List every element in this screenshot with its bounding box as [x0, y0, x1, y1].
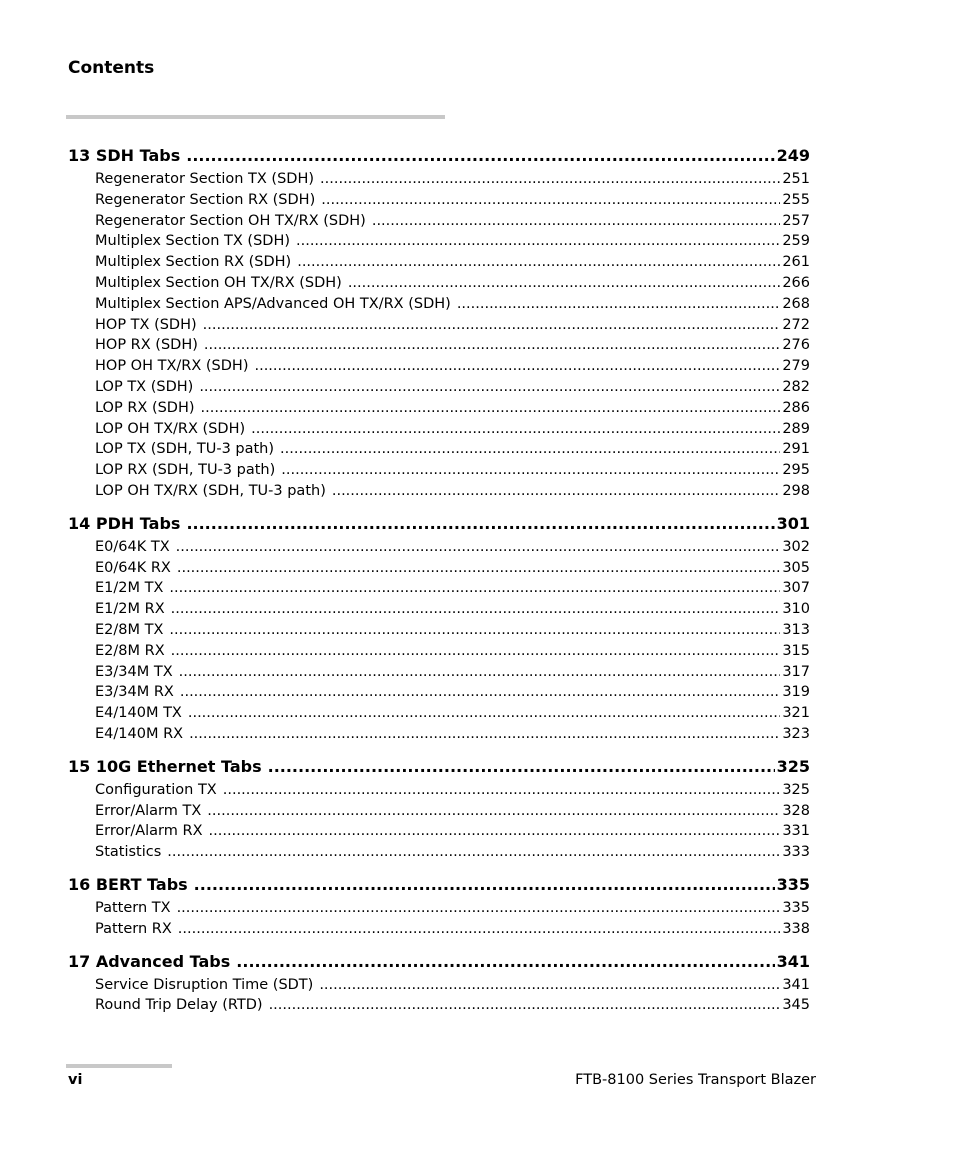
toc-entry[interactable]: [68, 622, 810, 643]
toc-entry[interactable]: [68, 358, 810, 379]
toc-entry-page: 251: [782, 171, 810, 187]
dot-leader: [171, 601, 781, 617]
toc-entry[interactable]: [68, 997, 810, 1018]
toc-entry-label: Multiplex Section OH TX/RX (SDH): [95, 274, 342, 291]
toc-entry-label: Round Trip Delay (RTD): [95, 997, 263, 1014]
dot-leader: [223, 782, 781, 798]
toc-entry[interactable]: [68, 921, 810, 942]
toc-entry[interactable]: [68, 580, 810, 601]
toc-chapter-heading[interactable]: [68, 875, 810, 900]
toc-entry-label: LOP TX (SDH, TU-3 path): [95, 441, 275, 458]
toc-entry-label: Service Disruption Time (SDT): [95, 976, 314, 993]
toc-entry-page: 313: [782, 621, 810, 638]
toc-entry-page: 272: [782, 316, 810, 333]
toc-entry-label: Pattern TX: [95, 899, 171, 916]
toc-entry-page: 331: [782, 823, 810, 840]
toc-entry[interactable]: [68, 171, 810, 192]
dot-leader: [189, 726, 780, 742]
toc-entry-label: E2/8M TX: [95, 621, 164, 638]
header-divider: [66, 115, 445, 119]
footer-divider: [66, 1064, 172, 1068]
toc-entry[interactable]: [68, 539, 810, 560]
toc-entry[interactable]: [68, 379, 810, 400]
toc-entry[interactable]: [68, 705, 810, 726]
dot-leader: [167, 844, 780, 860]
toc-entry-label: E4/140M RX: [95, 725, 184, 742]
toc-entry[interactable]: [68, 803, 810, 824]
toc-entry[interactable]: [68, 560, 810, 581]
toc-entry-page: 335: [782, 899, 810, 916]
page-title: Contents: [68, 58, 155, 78]
toc-chapter: [68, 514, 810, 747]
toc-entry-page: 321: [782, 705, 810, 722]
toc-entry-page: 333: [782, 844, 810, 861]
toc-chapter-heading[interactable]: [68, 514, 810, 539]
dot-leader: [269, 997, 781, 1013]
dot-leader: [194, 875, 775, 894]
dot-leader: [201, 400, 781, 416]
dot-leader: [177, 560, 780, 576]
toc-entry-page: 328: [782, 802, 810, 819]
toc-entry-page: 315: [782, 642, 810, 659]
toc-entry[interactable]: [68, 844, 810, 865]
dot-leader: [209, 823, 781, 839]
toc-entry[interactable]: [68, 317, 810, 338]
dot-leader: [204, 337, 780, 353]
toc-entry[interactable]: [68, 213, 810, 234]
toc-chapter-page: 335: [776, 874, 810, 894]
toc-entry-page: 295: [782, 462, 810, 479]
toc-entry-label: LOP OH TX/RX (SDH): [95, 420, 246, 437]
toc-entry[interactable]: [68, 601, 810, 622]
toc-entry-page: 261: [782, 254, 810, 271]
toc-entry[interactable]: [68, 233, 810, 254]
dot-leader: [179, 664, 781, 680]
toc-entry[interactable]: [68, 296, 810, 317]
toc-entry[interactable]: [68, 643, 810, 664]
dot-leader: [176, 539, 781, 555]
toc-entry-label: E1/2M TX: [95, 580, 164, 597]
toc-entry-page: 323: [782, 725, 810, 742]
toc-entry[interactable]: [68, 823, 810, 844]
toc-entry[interactable]: [68, 726, 810, 747]
toc-entry[interactable]: [68, 421, 810, 442]
dot-leader: [280, 441, 780, 457]
toc-entry-page: 289: [782, 420, 810, 437]
dot-leader: [332, 483, 780, 499]
toc-chapter-title: 14 PDH Tabs: [68, 513, 181, 533]
toc-entry-label: HOP RX (SDH): [95, 337, 198, 354]
toc-chapter-title: 15 10G Ethernet Tabs: [68, 756, 262, 776]
toc-chapter: [68, 757, 810, 865]
dot-leader: [169, 622, 780, 638]
toc-entry-label: E2/8M RX: [95, 642, 165, 659]
toc-entry-label: E3/34M TX: [95, 663, 173, 680]
toc-entry[interactable]: [68, 900, 810, 921]
toc-entry-page: 286: [782, 399, 810, 416]
toc-entry-label: Error/Alarm TX: [95, 802, 202, 819]
toc-entry-page: 266: [782, 274, 810, 291]
dot-leader: [186, 514, 774, 533]
toc-entry-label: Regenerator Section RX (SDH): [95, 191, 316, 208]
toc-entry[interactable]: [68, 462, 810, 483]
dot-leader: [321, 192, 780, 208]
toc-entry-label: LOP RX (SDH): [95, 399, 195, 416]
toc-entry-page: 255: [782, 191, 810, 208]
toc-chapter-title: 13 SDH Tabs: [68, 146, 181, 165]
toc-chapter-heading[interactable]: [68, 757, 810, 782]
toc-chapter-page: 249: [776, 146, 810, 165]
table-of-contents: [68, 146, 810, 1028]
toc-entry[interactable]: [68, 977, 810, 998]
dot-leader: [457, 296, 781, 312]
toc-entry-label: E0/64K TX: [95, 538, 170, 555]
toc-entry-label: Error/Alarm RX: [95, 823, 203, 840]
toc-entry-label: Configuration TX: [95, 781, 217, 798]
toc-chapter: [68, 146, 810, 504]
toc-entry[interactable]: [68, 192, 810, 213]
toc-chapter-title: 17 Advanced Tabs: [68, 951, 231, 971]
toc-entry-label: HOP TX (SDH): [95, 316, 197, 333]
dot-leader: [251, 421, 780, 437]
toc-entry-page: 268: [782, 295, 810, 312]
toc-entry-page: 276: [782, 337, 810, 354]
dot-leader: [372, 213, 780, 229]
toc-entry-page: 338: [782, 920, 810, 937]
toc-entry[interactable]: [68, 254, 810, 275]
toc-entry-label: LOP TX (SDH): [95, 378, 194, 395]
toc-entry-page: 298: [782, 482, 810, 499]
toc-entry-page: 279: [782, 358, 810, 375]
dot-leader: [188, 705, 780, 721]
toc-entry-page: 307: [782, 580, 810, 597]
toc-entry-page: 317: [782, 663, 810, 680]
toc-chapter: [68, 875, 810, 942]
toc-entry-label: Regenerator Section TX (SDH): [95, 171, 315, 187]
footer-document-title: FTB-8100 Series Transport Blazer: [575, 1072, 816, 1088]
dot-leader: [297, 254, 780, 270]
dot-leader: [180, 684, 780, 700]
toc-entry-page: 257: [782, 212, 810, 229]
toc-entry[interactable]: [68, 275, 810, 296]
dot-leader: [178, 921, 781, 937]
footer-page-number: vi: [68, 1072, 83, 1088]
dot-leader: [203, 317, 781, 333]
toc-entry-page: 259: [782, 233, 810, 250]
dot-leader: [348, 275, 780, 291]
dot-leader: [254, 358, 780, 374]
dot-leader: [207, 803, 780, 819]
toc-entry-page: 302: [782, 538, 810, 555]
toc-entry-page: 305: [782, 559, 810, 576]
dot-leader: [268, 757, 775, 776]
toc-chapter-heading[interactable]: [68, 952, 810, 977]
dot-leader: [319, 977, 780, 993]
toc-entry-label: E0/64K RX: [95, 559, 171, 576]
toc-entry[interactable]: [68, 441, 810, 462]
toc-entry-page: 310: [782, 601, 810, 618]
toc-entry[interactable]: [68, 684, 810, 705]
dot-leader: [169, 580, 780, 596]
toc-entry-label: E1/2M RX: [95, 601, 165, 618]
dot-leader: [186, 146, 774, 165]
toc-entry-label: E3/34M RX: [95, 684, 174, 701]
toc-entry[interactable]: [68, 483, 810, 504]
toc-entry[interactable]: [68, 664, 810, 685]
toc-chapter-title: 16 BERT Tabs: [68, 874, 188, 894]
toc-entry-label: LOP OH TX/RX (SDH, TU-3 path): [95, 482, 326, 499]
toc-entry-label: Pattern RX: [95, 920, 172, 937]
toc-entry-page: 319: [782, 684, 810, 701]
dot-leader: [296, 233, 780, 249]
toc-entry-label: Multiplex Section RX (SDH): [95, 254, 292, 271]
toc-entry-page: 341: [782, 976, 810, 993]
toc-entry-label: Multiplex Section TX (SDH): [95, 233, 290, 250]
toc-entry-label: Statistics: [95, 844, 162, 861]
toc-entry-label: Multiplex Section APS/Advanced OH TX/RX (SDH): [95, 295, 451, 312]
dot-leader: [199, 379, 780, 395]
toc-chapter: [68, 952, 810, 1019]
toc-entry-page: 325: [782, 781, 810, 798]
toc-entry-label: Regenerator Section OH TX/RX (SDH): [95, 212, 366, 229]
toc-entry[interactable]: [68, 337, 810, 358]
toc-chapter-page: 325: [776, 756, 810, 776]
toc-entry-label: E4/140M TX: [95, 705, 182, 722]
toc-entry[interactable]: [68, 782, 810, 803]
dot-leader: [281, 462, 780, 478]
toc-chapter-page: 301: [776, 513, 810, 533]
toc-entry-page: 345: [782, 997, 810, 1014]
toc-entry-page: 291: [782, 441, 810, 458]
toc-entry[interactable]: [68, 400, 810, 421]
dot-leader: [177, 900, 781, 916]
dot-leader: [320, 171, 780, 187]
toc-entry-label: HOP OH TX/RX (SDH): [95, 358, 249, 375]
toc-entry-page: 282: [782, 378, 810, 395]
toc-chapter-heading[interactable]: [68, 146, 810, 171]
dot-leader: [171, 643, 781, 659]
toc-chapter-page: 341: [776, 951, 810, 971]
toc-entry-label: LOP RX (SDH, TU-3 path): [95, 462, 276, 479]
dot-leader: [236, 952, 774, 971]
